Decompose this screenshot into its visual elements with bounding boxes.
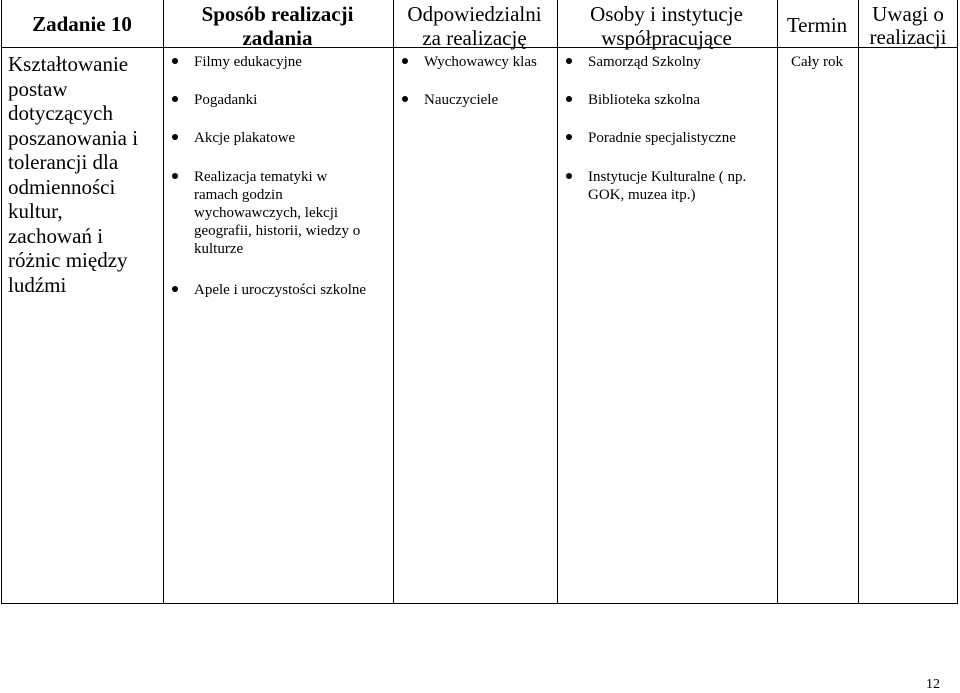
method-text-line: kulturze — [194, 241, 244, 257]
method-text: Akcje plakatowe — [194, 130, 296, 146]
header-method-line-1: Sposób realizacji — [201, 2, 354, 26]
method-text: Filmy edukacyjne — [194, 54, 302, 70]
task-name-line: poszanowania i — [8, 125, 139, 150]
header-responsible-line-2: za realizację — [422, 26, 527, 50]
partner-text-line: Instytucje Kulturalne ( np. — [588, 169, 747, 185]
methods-list — [167, 53, 389, 303]
column-divider — [858, 0, 859, 604]
column-divider — [557, 0, 558, 604]
task-name-line: kultur, — [8, 199, 63, 223]
list-item — [397, 53, 537, 71]
list-item — [561, 53, 701, 71]
list-item — [397, 91, 498, 109]
list-item — [167, 281, 366, 299]
header-notes — [858, 3, 958, 49]
bullet-icon — [402, 96, 408, 102]
bullet-icon — [566, 173, 572, 179]
bullet-icon — [172, 173, 178, 179]
partner-text-line: GOK, muzea itp.) — [588, 187, 696, 203]
partner-text: Biblioteka szkolna — [588, 92, 701, 108]
bullet-icon — [566, 134, 572, 140]
header-notes-line-2: realizacji — [869, 25, 947, 49]
page-number: 12 — [926, 677, 940, 692]
task-name-line: dotyczących — [8, 101, 113, 125]
responsible-list — [397, 53, 555, 113]
method-text-line: Realizacja tematyki w — [194, 169, 328, 185]
header-partners — [557, 2, 776, 50]
task-name — [8, 52, 158, 297]
task-name-line: Kształtowanie — [8, 52, 129, 76]
responsible-text: Wychowawcy klas — [424, 54, 537, 70]
bullet-icon — [172, 134, 178, 140]
list-item — [561, 168, 746, 204]
header-method — [163, 2, 392, 50]
list-item — [561, 91, 700, 109]
responsible-text: Nauczyciele — [424, 92, 499, 108]
bullet-icon — [566, 96, 572, 102]
bullet-icon — [402, 58, 408, 64]
task-name-line: tolerancji dla — [8, 150, 119, 174]
task-name-line: odmienności — [8, 174, 116, 199]
header-responsible — [393, 2, 556, 50]
method-text: Apele i uroczystości szkolne — [194, 282, 367, 298]
header-responsible-line-1: Odpowiedzialni — [407, 2, 542, 26]
method-text-line: ramach godzin — [194, 187, 283, 203]
column-divider — [393, 0, 394, 604]
bullet-icon — [172, 58, 178, 64]
method-text-line: geografii, historii, wiedzy o — [194, 223, 361, 239]
header-task: Zadanie 10 — [32, 12, 132, 36]
list-item — [167, 168, 360, 258]
list-item — [167, 129, 295, 147]
bullet-icon — [172, 96, 178, 102]
header-partners-line-2: współpracujące — [601, 26, 732, 50]
deadline-value: Cały rok — [790, 54, 844, 70]
column-divider — [163, 0, 164, 604]
list-item — [561, 129, 736, 147]
method-text-line: wychowawczych, lekcji — [194, 205, 339, 221]
task-name-line: różnic między — [8, 248, 128, 272]
task-name-line: zachowań i — [8, 223, 104, 248]
list-item — [167, 91, 257, 109]
partner-text: Samorząd Szkolny — [588, 54, 701, 70]
list-item — [167, 53, 302, 71]
header-deadline: Termin — [786, 13, 848, 37]
bullet-icon — [172, 286, 178, 292]
bullet-icon — [566, 58, 572, 64]
header-partners-line-1: Osoby i instytucje — [590, 2, 743, 26]
column-divider — [777, 0, 778, 604]
partner-text: Poradnie specjalistyczne — [588, 130, 736, 146]
header-method-line-2: zadania — [242, 26, 313, 50]
partners-list — [561, 53, 775, 213]
task-name-line: ludźmi — [8, 272, 67, 297]
header-notes-line-1: Uwagi o — [872, 2, 944, 26]
method-text: Pogadanki — [194, 92, 258, 108]
task-name-line: postaw — [8, 76, 68, 101]
